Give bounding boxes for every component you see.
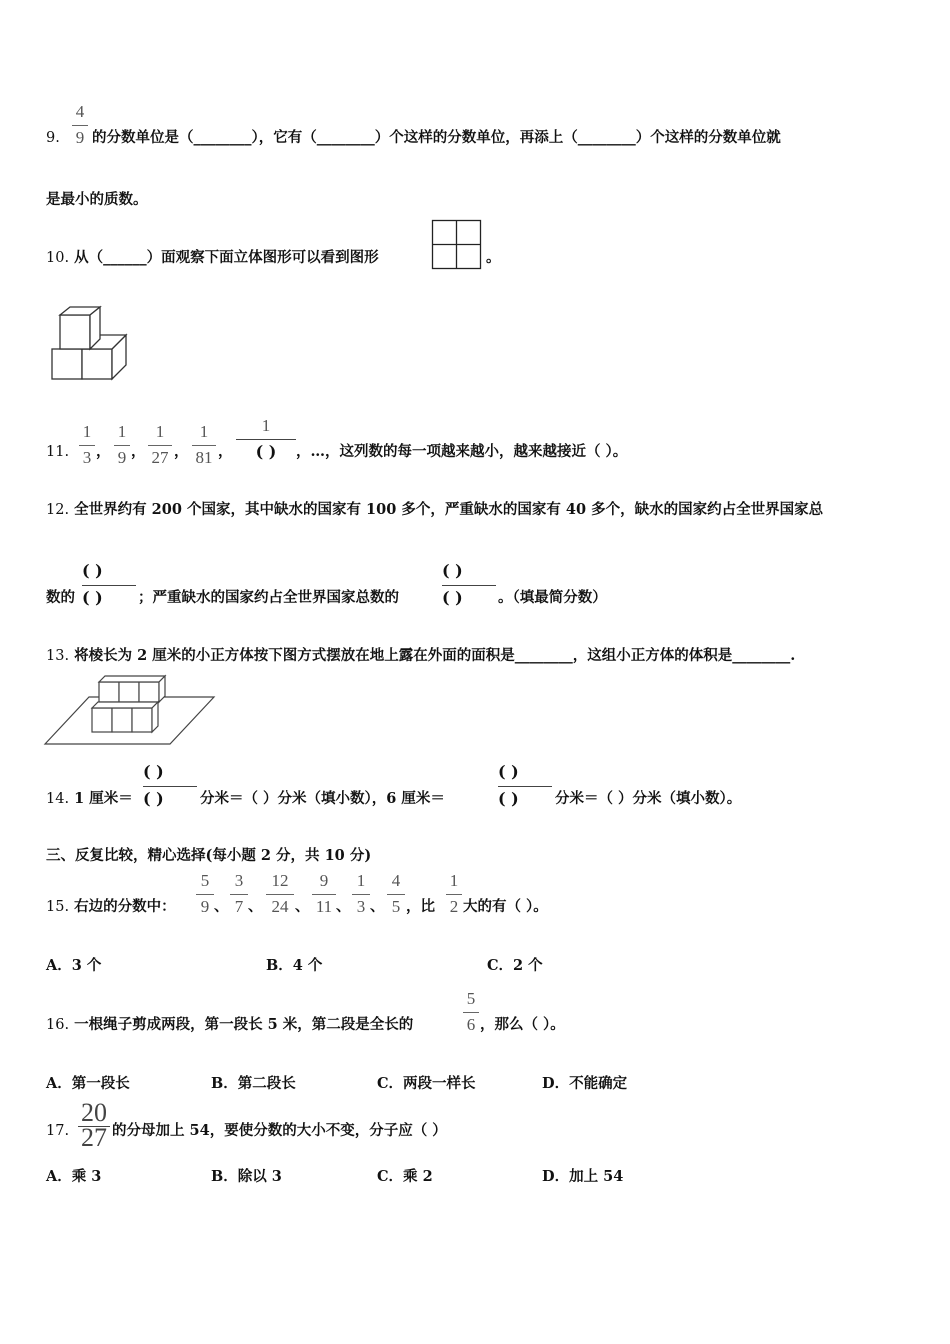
q15-sep-4: 、 <box>336 898 351 915</box>
q17-text: 的分母加上 54，要使分数的大小不变，分子应（ ） <box>112 1122 447 1139</box>
q14-text3: 分米＝（ ）分米（填小数）。 <box>555 790 742 807</box>
q15-tail: 大的有（ ）。 <box>463 898 548 915</box>
q17-option-a[interactable]: A．乘 3 <box>46 1168 102 1185</box>
q15-prefix-line <box>46 897 176 917</box>
q11-fraction-blank <box>236 416 296 464</box>
q15-prefix: 右边的分数中： <box>74 898 176 915</box>
q11-fraction-1 <box>79 422 95 468</box>
q12-number: 12. <box>46 502 70 518</box>
q10-view-grid-figure <box>432 220 482 270</box>
q10-cube-stack-figure <box>50 305 132 381</box>
q9-fraction <box>72 102 88 148</box>
q12-bf1-den: ( ) <box>82 588 103 607</box>
q9-fraction-num: 4 <box>75 102 85 121</box>
q10-text: 从（______）面观察下面立体图形可以看到图形 <box>74 249 379 266</box>
q12-tail: 。（填最简分数） <box>498 589 607 606</box>
q14-blank-fraction-2 <box>498 762 554 812</box>
q17-option-c[interactable]: C．乘 2 <box>377 1168 433 1185</box>
q11-f1-num: 1 <box>82 422 92 441</box>
q14-bf2-den: ( ) <box>498 789 519 808</box>
q16-option-c[interactable]: C．两段一样长 <box>377 1075 476 1092</box>
q14-number: 14. <box>46 791 70 807</box>
q9-text2: 是最小的质数。 <box>46 191 148 208</box>
q15-f3-den: 24 <box>271 897 289 916</box>
q16-line <box>46 1015 413 1035</box>
q11-f3-num: 1 <box>155 422 165 441</box>
q9-line1 <box>46 128 60 148</box>
q9-number: 9. <box>46 130 60 146</box>
q11-last-num: 1 <box>261 416 271 435</box>
q15-f2-den: 7 <box>234 897 244 916</box>
q17-number-text: 17. <box>46 1123 70 1139</box>
q12-mid: ；严重缺水的国家约占全世界国家总数的 <box>138 589 399 606</box>
q15-option-c[interactable]: C．2 个 <box>487 957 543 974</box>
q10-number: 10. <box>46 250 70 266</box>
q15-fraction-1 <box>196 871 214 917</box>
q14-blank-fraction-1 <box>143 762 199 812</box>
q15-ref-num: 1 <box>449 871 459 890</box>
q16-option-b[interactable]: B．第二段长 <box>211 1075 296 1092</box>
q9-fraction-den: 9 <box>75 128 85 147</box>
q15-ref-den: 2 <box>449 897 459 916</box>
q15-f5-den: 3 <box>356 897 366 916</box>
q11-f4-den: 81 <box>195 448 213 467</box>
q15-f6-den: 5 <box>391 897 401 916</box>
q14-text2: 分米＝（ ）分米（填小数），6 厘米＝ <box>200 790 445 807</box>
q11-f4-num: 1 <box>199 422 209 441</box>
q11-fraction-4 <box>192 422 216 468</box>
q15-f2-num: 3 <box>234 871 244 890</box>
q11-sep-2: ， <box>131 443 146 460</box>
q15-number: 15. <box>46 899 70 915</box>
q15-sep-3: 、 <box>295 898 310 915</box>
q12-blank-fraction-1 <box>82 561 138 611</box>
q15-fraction-2 <box>230 871 248 917</box>
q13-text: 将棱长为 2 厘米的小正方体按下图方式摆放在地上露在外面的面积是________，这组小正方体的体积是________. <box>74 647 796 664</box>
q17-f-num: 20 <box>81 1098 107 1127</box>
q16-fraction <box>463 989 479 1035</box>
q15-f4-num: 9 <box>319 871 329 890</box>
q11-number-text: 11. <box>46 444 70 460</box>
q14-bf1-den: ( ) <box>143 789 164 808</box>
q12-text1: 全世界约有 200 个国家，其中缺水的国家有 100 多个，严重缺水的国家有 40 多个，缺水的国家约占全世界国家总 <box>74 501 824 518</box>
q16-text: 一根绳子剪成两段，第一段长 5 米，第二段是全长的 <box>74 1016 414 1033</box>
q11-f3-den: 27 <box>151 448 169 467</box>
q15-f1-den: 9 <box>200 897 210 916</box>
q12-bf1-num: ( ) <box>82 561 103 580</box>
q11-sep-1: ， <box>96 443 111 460</box>
section3-title: 三、反复比较，精心选择(每小题 2 分，共 10 分) <box>46 847 372 864</box>
q15-option-a[interactable]: A．3 个 <box>46 957 102 974</box>
q15-sep-1: 、 <box>214 898 229 915</box>
q9-text1: 的分数单位是（________），它有（________）个这样的分数单位，再添上（________）个这样的分数单位就 <box>92 129 781 146</box>
q15-mid: ，比 <box>406 898 435 915</box>
q12-bf2-den: ( ) <box>442 588 463 607</box>
q10-line <box>46 248 379 268</box>
q15-sep-2: 、 <box>248 898 263 915</box>
q11-f2-num: 1 <box>117 422 127 441</box>
q15-f1-num: 5 <box>200 871 210 890</box>
q13-number: 13. <box>46 648 70 664</box>
q11-f2-den: 9 <box>117 448 127 467</box>
q15-sep-5: 、 <box>370 898 385 915</box>
q14-line-start <box>46 789 133 809</box>
q15-f4-den: 11 <box>315 897 333 916</box>
q12-bf2-num: ( ) <box>442 561 463 580</box>
q11-fraction-3 <box>148 422 172 468</box>
q11-sep-3: ， <box>174 443 189 460</box>
q16-number: 16. <box>46 1017 70 1033</box>
q15-fraction-4 <box>312 871 336 917</box>
q15-f5-num: 1 <box>356 871 366 890</box>
q11-sep-4: ， <box>218 443 233 460</box>
q10-end: 。 <box>486 249 501 266</box>
q13-line <box>46 646 795 666</box>
q12-blank-fraction-2 <box>442 561 498 611</box>
q14-bf1-num: ( ) <box>143 762 164 781</box>
q15-option-b[interactable]: B．4 个 <box>266 957 323 974</box>
q15-fraction-6 <box>387 871 405 917</box>
q16-f-den: 6 <box>466 1015 476 1034</box>
q12-prefix: 数的 <box>46 589 75 606</box>
q15-fraction-5 <box>352 871 370 917</box>
q17-number <box>46 1121 69 1141</box>
q11-number <box>46 442 69 462</box>
q15-f3-num: 12 <box>271 871 289 890</box>
q15-f6-num: 4 <box>391 871 401 890</box>
q17-option-d[interactable]: D．加上 54 <box>542 1168 624 1185</box>
q14-text1: 1 厘米＝ <box>74 790 133 807</box>
q11-fraction-2 <box>114 422 130 468</box>
q17-f-den: 27 <box>81 1123 107 1152</box>
q15-fraction-3 <box>266 871 294 917</box>
q14-bf2-num: ( ) <box>498 762 519 781</box>
q13-cubes-on-ground-figure <box>44 672 216 746</box>
q11-last-den: ( ) <box>255 442 277 461</box>
q16-f-num: 5 <box>466 989 476 1008</box>
q12-line1 <box>46 500 823 520</box>
q17-fraction <box>78 1100 110 1152</box>
q11-f1-den: 3 <box>82 448 92 467</box>
q15-ref-fraction <box>446 871 462 917</box>
q16-option-d[interactable]: D．不能确定 <box>542 1075 628 1092</box>
q11-tail: ，…，这列数的每一项越来越小，越来越接近（ ）。 <box>296 443 628 460</box>
q16-tail: ，那么（ ）。 <box>480 1016 565 1033</box>
q16-option-a[interactable]: A．第一段长 <box>46 1075 130 1092</box>
q17-option-b[interactable]: B．除以 3 <box>211 1168 282 1185</box>
